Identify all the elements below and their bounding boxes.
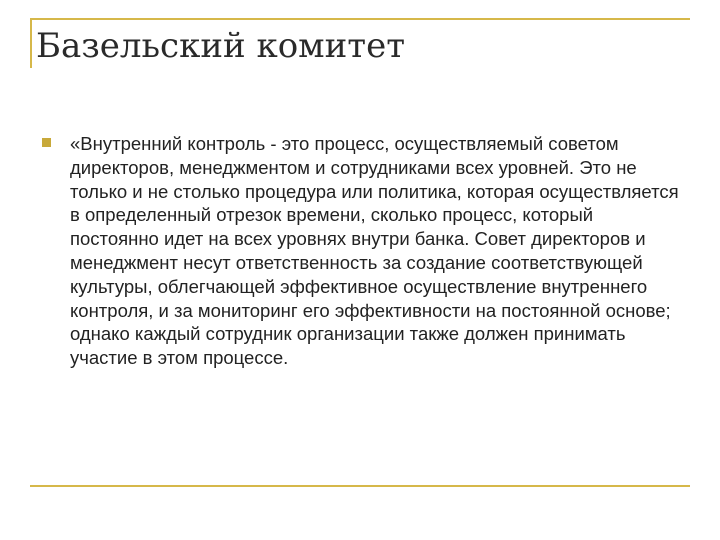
bullet-text: «Внутренний контроль - это процесс, осуществляемый советом директоров, менеджментом и сотрудниками всех уровней. Это не только и не столько процедура или политика, которая осуществляется в определенный отрезок времени, сколько процесс, который постоянно идет на всех уровнях внутри банка. Совет директоров и менеджмент несут ответственность за создание соответствующей культуры, облегчающей эффективное осуществление внутреннего контроля, и за мониторинг его эффективности на постоянной основе; однако каждый сотрудник организации также должен принимать участие в этом процессе. bbox=[70, 133, 679, 369]
top-rule bbox=[30, 18, 690, 20]
square-bullet-icon bbox=[42, 138, 51, 147]
slide-title: Базельский комитет bbox=[36, 26, 406, 66]
left-rule bbox=[30, 18, 32, 68]
bottom-rule bbox=[30, 485, 690, 487]
